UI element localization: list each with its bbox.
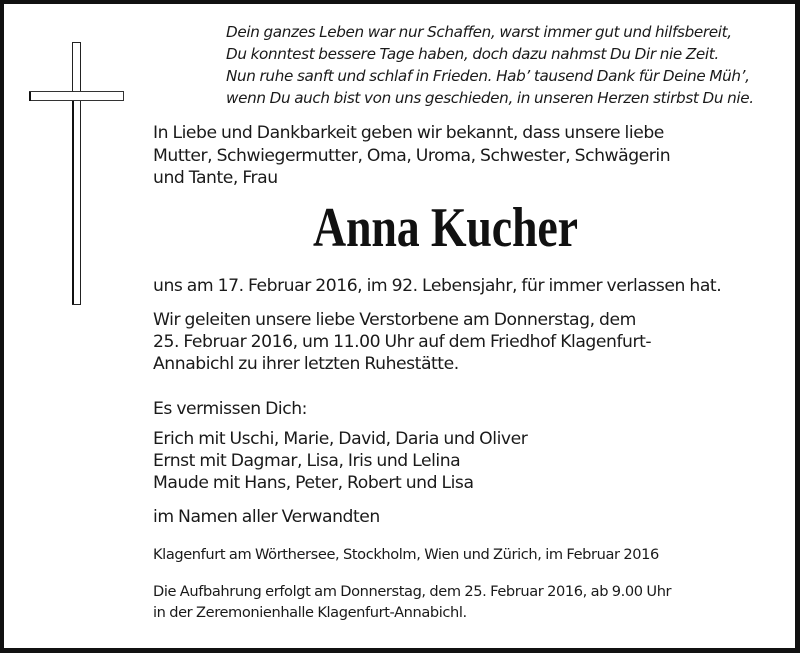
relatives-line: im Namen aller Verwandten bbox=[153, 507, 380, 527]
mourner-line: Ernst mit Dagmar, Lisa, Iris und Lelina bbox=[153, 451, 461, 471]
deceased-name: Anna Kucher bbox=[313, 197, 578, 259]
poem-line: Du konntest bessere Tage haben, doch dazu nahmst Du Dir nie Zeit. bbox=[226, 45, 719, 63]
funeral-line: Annabichl zu ihrer letzten Ruhestätte. bbox=[153, 354, 459, 374]
mourner-line: Erich mit Uschi, Marie, David, Daria und Oliver bbox=[153, 429, 528, 449]
death-notice: uns am 17. Februar 2016, im 92. Lebensjahr, für immer verlassen hat. bbox=[153, 276, 722, 296]
funeral-line: Wir geleiten unsere liebe Verstorbene am Donnerstag, dem bbox=[153, 310, 636, 330]
intro-line: In Liebe und Dankbarkeit geben wir bekannt, dass unsere liebe bbox=[153, 123, 664, 143]
cross-icon bbox=[0, 0, 140, 320]
poem-line: wenn Du auch bist von uns geschieden, in unseren Herzen stirbst Du nie. bbox=[226, 89, 754, 107]
mourner-line: Maude mit Hans, Peter, Robert und Lisa bbox=[153, 473, 474, 493]
poem-line: Nun ruhe sanft und schlaf in Frieden. Hab’ tausend Dank für Deine Müh’, bbox=[226, 67, 750, 85]
mourners-heading: Es vermissen Dich: bbox=[153, 399, 307, 419]
intro-line: Mutter, Schwiegermutter, Oma, Uroma, Schwester, Schwägerin bbox=[153, 146, 671, 166]
memorial-poem bbox=[226, 21, 754, 109]
viewing-line: Die Aufbahrung erfolgt am Donnerstag, dem 25. Februar 2016, ab 9.00 Uhr bbox=[153, 583, 672, 600]
poem-line: Dein ganzes Leben war nur Schaffen, warst immer gut und hilfsbereit, bbox=[226, 23, 732, 41]
place-date: Klagenfurt am Wörthersee, Stockholm, Wien und Zürich, im Februar 2016 bbox=[153, 546, 659, 563]
funeral-line: 25. Februar 2016, um 11.00 Uhr auf dem Friedhof Klagenfurt- bbox=[153, 332, 652, 352]
intro-line: und Tante, Frau bbox=[153, 168, 278, 188]
viewing-line: in der Zeremonienhalle Klagenfurt-Annabichl. bbox=[153, 604, 467, 621]
